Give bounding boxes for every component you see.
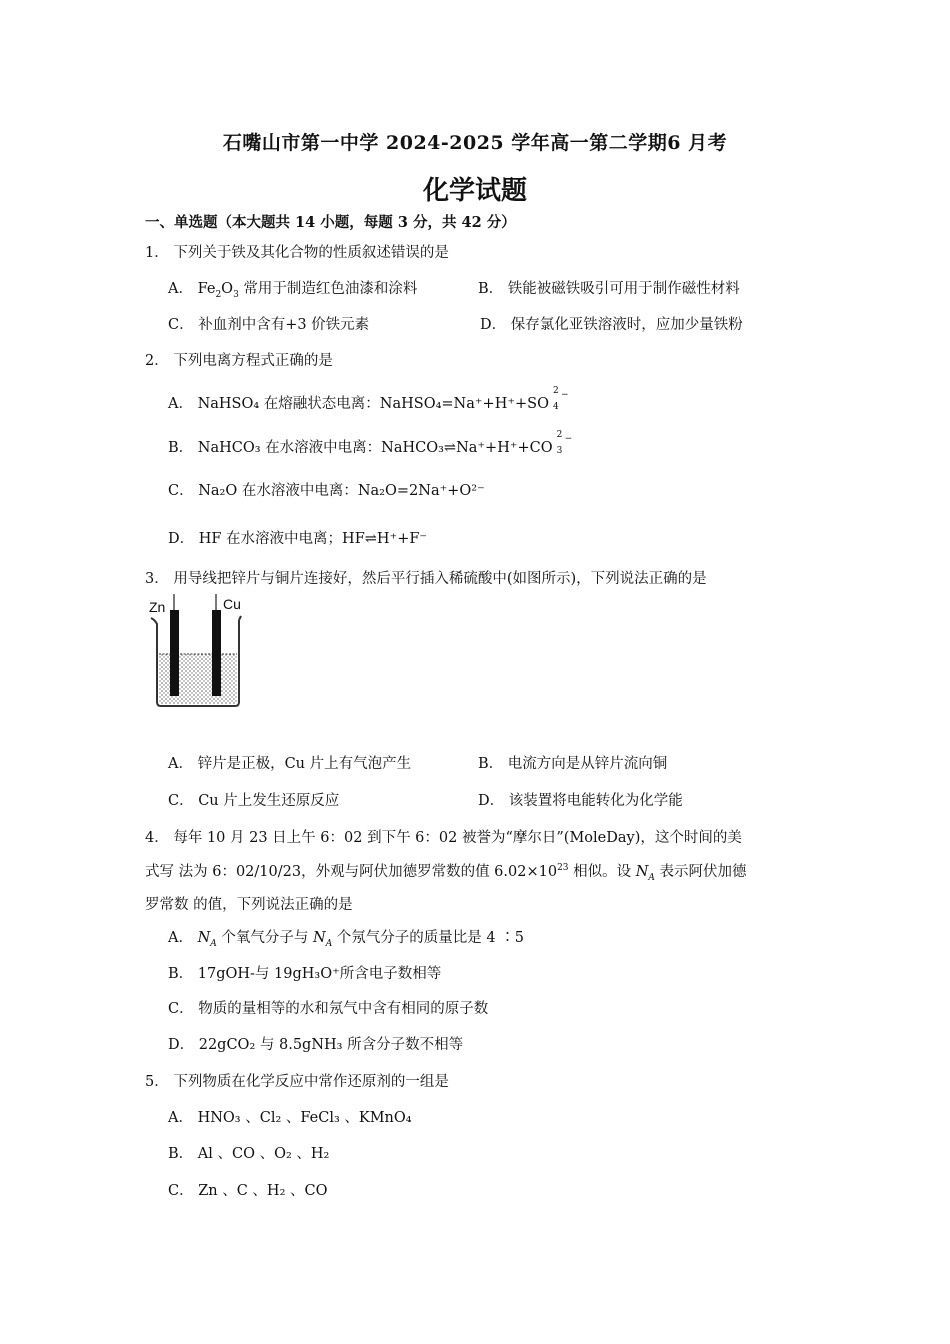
question-4-line-1: 4． 每年 10 月 23 日上午 6：02 到下午 6：02 被誉为“摩尔日”(MoleDay)，这个时间的美: [145, 830, 742, 846]
question-4-option-b: B． 17gOH-与 19gH₃O⁺所含电子数相等: [168, 966, 442, 982]
zinc-electrode: [170, 610, 179, 696]
question-1-option-c: C． 补血剂中含有+3 价铁元素: [168, 317, 370, 333]
question-3-option-c: C． Cu 片上发生还原反应: [168, 793, 340, 809]
question-2-stem: 2． 下列电离方程式正确的是: [145, 353, 333, 369]
question-1-option-a: A． $Fe_2O_3$ 常用于制造红色油漆和涂料: [168, 281, 418, 300]
question-2-option-b: B． NaHCO₃ 在水溶液中电离：NaHCO₃⇌Na⁺+H⁺+CO 2 3 −: [168, 436, 571, 460]
question-4-option-c: C． 物质的量相等的水和氖气中含有相同的原子数: [168, 1001, 489, 1017]
copper-label: Cu: [223, 596, 241, 612]
carbonate-ion-charge: 2 3 −: [556, 430, 573, 456]
question-3-option-a: A． 锌片是正极，Cu 片上有气泡产生: [168, 756, 412, 772]
question-4-line-3: 罗常数 的值，下列说法正确的是: [145, 897, 353, 913]
question-3-stem: 3． 用导线把锌片与铜片连接好，然后平行插入稀硫酸中(如图所示)，下列说法正确的是: [145, 571, 707, 587]
exam-subtitle: 化学试题: [422, 176, 527, 206]
copper-electrode: [212, 610, 221, 696]
galvanic-cell-diagram: [145, 594, 255, 712]
question-4-option-d: D． 22gCO₂ 与 8.5gNH₃ 所含分子数不相等: [168, 1037, 464, 1053]
question-2-option-d: D． HF 在水溶液中电离；HF⇌H⁺+F⁻: [168, 531, 428, 547]
sulfate-ion-charge: 2 4 −: [552, 386, 569, 412]
exam-title: 石嘴山市第一中学 2024-2025 学年高一第二学期6 月考: [222, 132, 728, 154]
question-5-option-c: C． Zn 、C 、H₂ 、CO: [168, 1183, 328, 1199]
question-4-line-2: 式写 法为 6：02/10/23，外观与阿伏加德罗常数的值 $6.02\times 10^{23}$ 相似。设 $N_A$ 表示阿伏加德: [145, 863, 747, 883]
question-1-option-d: D． 保存氯化亚铁溶液时，应加少量铁粉: [480, 317, 743, 333]
question-1-option-b: B． 铁能被磁铁吸引可用于制作磁性材料: [478, 281, 740, 297]
question-5-option-b: B． Al 、CO 、O₂ 、H₂: [168, 1146, 330, 1162]
question-2-option-a: A． NaHSO₄ 在熔融状态电离：NaHSO₄=Na⁺+H⁺+SO 2 4 −: [168, 392, 567, 416]
question-5-option-a: A． HNO₃ 、Cl₂ 、FeCl₃ 、KMnO₄: [168, 1110, 412, 1126]
question-4-option-a: A． $N_A$ 个氧气分子与 $N_A$ 个氖气分子的质量比是 4 ∶5: [168, 930, 524, 949]
question-1-stem: 1． 下列关于铁及其化合物的性质叙述错误的是: [145, 245, 449, 261]
question-5-stem: 5． 下列物质在化学反应中常作还原剂的一组是: [145, 1074, 449, 1090]
question-2-option-c: C． Na₂O 在水溶液中电离：Na₂O=2Na⁺+O²⁻: [168, 483, 485, 499]
question-3-option-d: D． 该装置将电能转化为化学能: [478, 793, 683, 809]
zinc-label: Zn: [149, 599, 166, 615]
question-3-option-b: B． 电流方向是从锌片流向铜: [478, 756, 668, 772]
section-heading: 一、单选题（本大题共 14 小题，每题 3 分，共 42 分）: [145, 214, 516, 231]
